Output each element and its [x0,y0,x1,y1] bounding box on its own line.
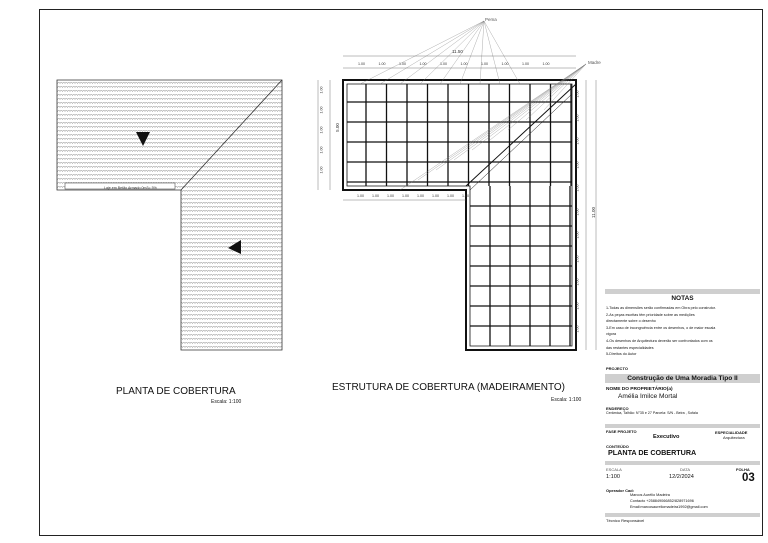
leader-line [508,64,586,130]
dimension-label: 1.00 [501,62,509,66]
sheet-label: FOLHA [736,467,750,472]
dimension-label: 1.00 [319,166,324,174]
roof-plan-title: PLANTA DE COBERTURA [116,386,236,397]
dimension-label: 1.00 [575,114,580,121]
scale-value: 1:100 [606,474,620,480]
note-line: 2-As peças escritas têm prioridade sobre as medições [606,312,695,317]
dimension-label: 1.00 [419,62,427,66]
callout-madre: Madre [588,60,601,65]
dimension-label: 1.00 [575,255,580,262]
scale-label: ESCALA [606,467,622,472]
sheet-number: 03 [742,472,755,484]
overall-dim-top: 11.50 [452,49,463,54]
content-label: CONTEÚDO [606,444,629,449]
leader-line [360,21,484,84]
dimension-label: 1.00 [440,62,447,66]
operator-label: Operador Cad: [606,488,635,493]
address: Cerâmica, Talhão: N°35 e 27 Parcela: S/N - Beira , Sofala [606,411,698,415]
notes-heading: NOTAS [671,295,694,302]
dimension-label: 1.00 [447,194,454,198]
dimension-label: 1.00 [542,62,550,66]
dimension-label: 1.00 [399,62,406,66]
content-value: PLANTA DE COBERTURA [608,448,697,457]
slab-label: Laje em Betão Armado 0m3= 5% [104,186,157,190]
leader-line [460,21,484,84]
leader-line [480,21,484,84]
dimension-label: 1.00 [575,161,580,168]
dimension-label: 1.00 [481,62,488,66]
note-line: 4-Os desenhos de Arquitectura deverão ser confrontados com os [606,339,713,343]
dimension-label: 1.00 [575,208,580,215]
dimension-label: 1.00 [358,62,365,66]
specialty-value: Arquitectura [723,435,745,440]
leader-line [484,21,520,84]
roof-structure-scale: Escala: 1:100 [551,397,582,403]
leader-line [400,21,484,84]
note-line: 3-Em caso de incongruência entre os desenhos, o de maior escala [606,325,716,330]
note-line: das restantes especialidades [606,345,654,350]
dimension-label: 1.00 [402,194,409,198]
roof-plan [57,80,282,350]
dimension-label: 1.00 [462,194,469,198]
operator-email: Email:marcosaureliomadeira1992@gmail.com [630,505,708,509]
dimension-label: 1.00 [319,106,324,114]
dimension-label: 1.00 [575,278,580,286]
dimension-label: 1.00 [432,194,439,198]
date-value: 12/2/2024 [669,474,694,480]
note-line: 1-Todas as dimensões serão confirmadas em Obra pelo construtor. [606,306,716,310]
date-label: DATA [680,467,691,472]
callout-pema: Pema [485,17,497,22]
dimension-label: 1.00 [357,194,364,198]
dimension-label: 1.00 [387,194,394,198]
owner-label: NOME DO PROPRIETÁRIO(a) [606,387,673,392]
technician-label: Técnico Responsável [606,518,645,523]
leader-line [484,21,500,84]
roof-structure [318,21,596,350]
dimension-label: 1.00 [372,194,379,198]
phase-value: Executivo [653,434,680,440]
overall-dim-left: 5.00 [334,123,340,132]
note-line: vigora [606,332,617,337]
project-label: PROJECTO [606,366,628,371]
project-name: Construção de Uma Moradia Tipo II [627,375,738,382]
phase-label: FASE PROJETO [606,429,637,434]
dimension-label: 1.00 [460,62,468,66]
note-line: 5-Direitos do Autor [606,352,637,357]
dimension-label: 1.00 [575,325,580,333]
title-block [605,289,760,529]
operator-contact: Contacto +258849066852/828971696 [630,499,694,503]
note-line: directamente sobre o desenho [606,319,656,324]
dimension-label: 1.00 [319,146,324,154]
dimension-label: 1.00 [575,184,580,192]
dimension-label: 1.00 [319,86,324,94]
roof-structure-title: ESTRUTURA DE COBERTURA (MADEIRAMENTO) [332,382,565,393]
dimension-label: 1.00 [319,126,324,134]
dimension-label: 1.00 [522,62,529,66]
title-block-bar [605,289,760,294]
dimension-label: 1.00 [417,194,424,198]
owner-name: Amélia Imilce Mortal [618,393,678,400]
operator-name: Marcos Aurélio Madeira [630,493,670,497]
dimension-label: 1.00 [575,137,580,145]
dimension-label: 1.00 [575,90,580,98]
leader-line [380,21,484,84]
dimension-label: 1.00 [575,302,580,309]
overall-dim-right: 11.00 [590,207,596,218]
dimension-label: 1.00 [575,231,580,239]
roof-plan-scale: Escala: 1:100 [211,399,242,405]
dimension-label: 1.00 [378,62,386,66]
specialty-label: ESPECIALIDADE [715,430,748,435]
leader-line [454,64,586,160]
address-label: ENDEREÇO [606,406,629,411]
